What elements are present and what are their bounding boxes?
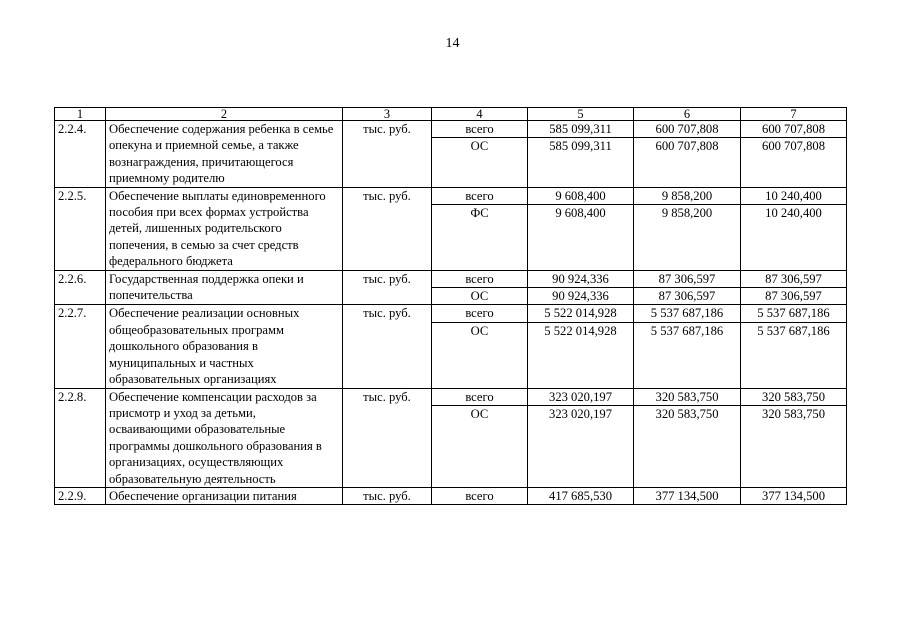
table-row [55, 121, 847, 138]
value-col6: 5 537 687,186 [634, 305, 741, 322]
budget-table [54, 107, 847, 505]
value-col5: 585 099,311 [528, 121, 634, 138]
value-col7: 320 583,750 [741, 388, 847, 405]
funding-source: ФС [432, 205, 528, 271]
value-col7: 600 707,808 [741, 138, 847, 187]
header-cell-col4: 4 [432, 108, 528, 121]
header-cell-col7: 7 [741, 108, 847, 121]
value-col7: 5 537 687,186 [741, 322, 847, 388]
value-col5: 323 020,197 [528, 388, 634, 405]
value-col7: 87 306,597 [741, 270, 847, 287]
item-unit: тыс. руб. [343, 270, 432, 305]
item-unit: тыс. руб. [343, 388, 432, 487]
item-number: 2.2.6. [55, 270, 106, 305]
page-number: 14 [445, 36, 460, 51]
value-col6: 320 583,750 [634, 388, 741, 405]
item-unit: тыс. руб. [343, 187, 432, 270]
funding-source: ОС [432, 138, 528, 187]
item-number: 2.2.9. [55, 487, 106, 504]
table-row [55, 305, 847, 322]
value-col5: 90 924,336 [528, 270, 634, 287]
header-row [55, 108, 847, 121]
value-col6: 600 707,808 [634, 138, 741, 187]
item-name: Обеспечение организации питания [106, 487, 343, 504]
header-cell-col3: 3 [343, 108, 432, 121]
table-row [55, 487, 847, 504]
value-col6: 87 306,597 [634, 288, 741, 305]
item-name: Обеспечение выплаты единовременного пособия при всех формах устройства детей, лишенных родительского попечения, в семью за счет средств федерального бюджета [106, 187, 343, 270]
value-col7: 320 583,750 [741, 405, 847, 487]
item-number: 2.2.8. [55, 388, 106, 487]
item-name: Обеспечение содержания ребенка в семье опекуна и приемной семье, а также вознаграждения, причитающегося приемному родителю [106, 121, 343, 188]
funding-source: ОС [432, 288, 528, 305]
value-col5: 585 099,311 [528, 138, 634, 187]
value-col7: 10 240,400 [741, 205, 847, 271]
value-col6: 9 858,200 [634, 187, 741, 204]
value-col7: 87 306,597 [741, 288, 847, 305]
value-col6: 5 537 687,186 [634, 322, 741, 388]
value-col5: 9 608,400 [528, 187, 634, 204]
value-col7: 600 707,808 [741, 121, 847, 138]
value-col6: 87 306,597 [634, 270, 741, 287]
value-col6: 9 858,200 [634, 205, 741, 271]
funding-source: всего [432, 487, 528, 504]
item-number: 2.2.4. [55, 121, 106, 188]
funding-source: всего [432, 305, 528, 322]
value-col5: 417 685,530 [528, 487, 634, 504]
header-cell-col1: 1 [55, 108, 106, 121]
item-name: Обеспечение реализации основных общеобразовательных программ дошкольного образования в муниципальных и частных образовательных организациях [106, 305, 343, 388]
value-col5: 323 020,197 [528, 405, 634, 487]
item-number: 2.2.5. [55, 187, 106, 270]
value-col5: 9 608,400 [528, 205, 634, 271]
item-name: Обеспечение компенсации расходов за присмотр и уход за детьми, осваивающими образовательные программы дошкольного образования в организациях, осуществляющих образовательную деятельность [106, 388, 343, 487]
value-col7: 10 240,400 [741, 187, 847, 204]
funding-source: ОС [432, 322, 528, 388]
funding-source: всего [432, 270, 528, 287]
header-cell-col6: 6 [634, 108, 741, 121]
value-col5: 5 522 014,928 [528, 322, 634, 388]
value-col6: 377 134,500 [634, 487, 741, 504]
funding-source: ОС [432, 405, 528, 487]
table-row [55, 187, 847, 204]
item-unit: тыс. руб. [343, 305, 432, 388]
value-col6: 320 583,750 [634, 405, 741, 487]
item-number: 2.2.7. [55, 305, 106, 388]
header-cell-col5: 5 [528, 108, 634, 121]
table-row [55, 388, 847, 405]
header-cell-col2: 2 [106, 108, 343, 121]
value-col6: 600 707,808 [634, 121, 741, 138]
item-unit: тыс. руб. [343, 121, 432, 188]
value-col7: 5 537 687,186 [741, 305, 847, 322]
funding-source: всего [432, 388, 528, 405]
item-unit: тыс. руб. [343, 487, 432, 504]
item-name: Государственная поддержка опеки и попечительства [106, 270, 343, 305]
funding-source: всего [432, 187, 528, 204]
value-col5: 5 522 014,928 [528, 305, 634, 322]
value-col5: 90 924,336 [528, 288, 634, 305]
table-row [55, 270, 847, 287]
funding-source: всего [432, 121, 528, 138]
value-col7: 377 134,500 [741, 487, 847, 504]
